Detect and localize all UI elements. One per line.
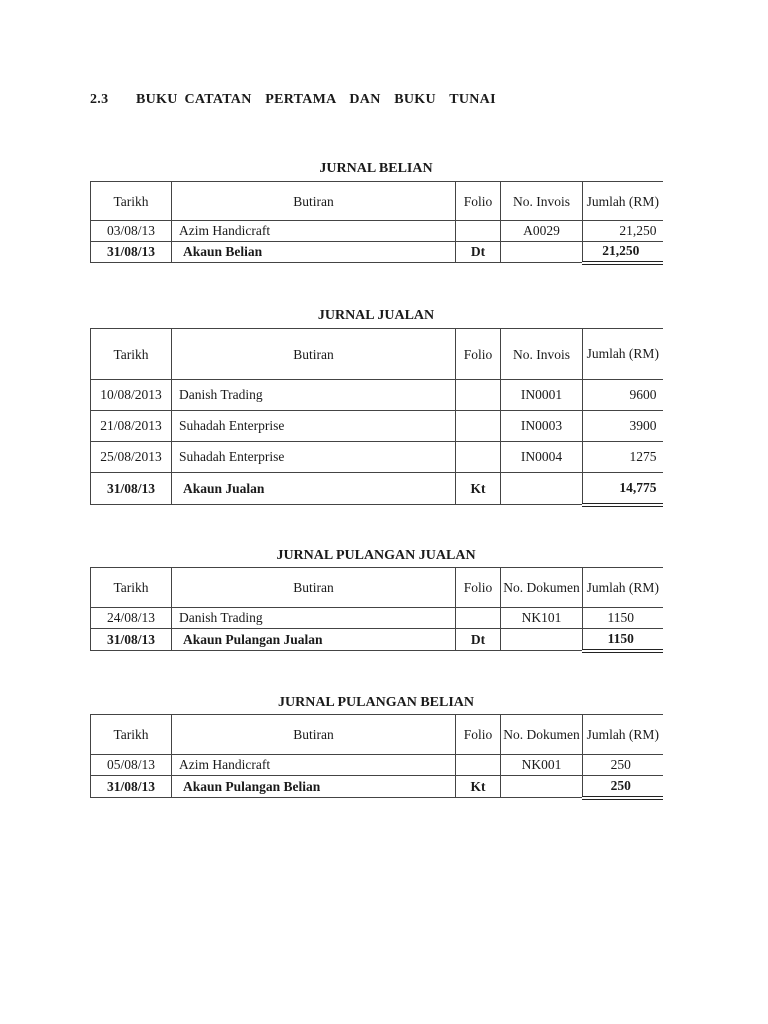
cell-folio [456,411,501,442]
total-folio: Kt [456,473,501,505]
header-amount: Jumlah (RM) [583,715,663,755]
cell-tarikh: 24/08/13 [91,608,172,629]
header-tarikh: Tarikh [91,715,172,755]
table-header-row [91,329,663,380]
cell-butiran: Azim Handicraft [172,221,456,242]
cell-amount: 9600 [583,380,663,411]
header-tarikh: Tarikh [91,568,172,608]
total-ref [501,629,583,651]
header-butiran: Butiran [172,568,456,608]
total-butiran: Akaun Pulangan Jualan [172,629,456,651]
total-ref [501,242,583,263]
journal-title-pulangan-belian: JURNAL PULANGAN BELIAN [277,695,475,710]
cell-amount: 21,250 [583,221,663,242]
header-ref: No. Dokumen [501,715,583,755]
header-folio: Folio [456,568,501,608]
table-row [91,442,663,473]
total-folio: Kt [456,776,501,798]
cell-amount: 250 [583,755,663,776]
table-row [91,221,663,242]
table-row [91,411,663,442]
journal-title-pulangan-jualan: JURNAL PULANGAN JUALAN [276,548,476,563]
total-row [91,242,663,263]
header-tarikh: Tarikh [91,182,172,221]
cell-amount: 1150 [583,608,663,629]
cell-folio [456,221,501,242]
journal-title-jualan: JURNAL JUALAN [317,308,435,323]
cell-ref: IN0001 [501,380,583,411]
header-ref: No. Invois [501,329,583,380]
total-ref [501,776,583,798]
table-row [91,380,663,411]
journal-table-pulangan-jualan [90,567,663,653]
total-ref [501,473,583,505]
total-tarikh: 31/08/13 [91,776,172,798]
header-folio: Folio [456,329,501,380]
total-tarikh: 31/08/13 [91,629,172,651]
section-number: 2.3 [90,92,109,107]
total-row [91,629,663,651]
header-ref: No. Invois [501,182,583,221]
table-header-row [91,568,663,608]
total-amount: 1150 [583,629,663,651]
journal-table-pulangan-belian [90,714,663,800]
cell-butiran: Danish Trading [172,608,456,629]
cell-tarikh: 25/08/2013 [91,442,172,473]
cell-amount: 3900 [583,411,663,442]
cell-folio [456,608,501,629]
cell-tarikh: 10/08/2013 [91,380,172,411]
table-header-row [91,715,663,755]
total-row [91,776,663,798]
journal-table-jualan [90,328,663,507]
cell-folio [456,380,501,411]
header-folio: Folio [456,715,501,755]
table-row [91,608,663,629]
cell-ref: NK001 [501,755,583,776]
header-amount: Jumlah (RM) [583,329,663,380]
cell-ref: IN0004 [501,442,583,473]
cell-butiran: Suhadah Enterprise [172,442,456,473]
total-butiran: Akaun Pulangan Belian [172,776,456,798]
total-tarikh: 31/08/13 [91,242,172,263]
total-tarikh: 31/08/13 [91,473,172,505]
cell-butiran: Suhadah Enterprise [172,411,456,442]
total-amount: 14,775 [583,473,663,505]
journal-title-belian: JURNAL BELIAN [319,161,433,176]
header-butiran: Butiran [172,329,456,380]
cell-butiran: Danish Trading [172,380,456,411]
table-row [91,755,663,776]
journal-table-belian [90,181,663,265]
total-butiran: Akaun Belian [172,242,456,263]
cell-tarikh: 03/08/13 [91,221,172,242]
section-title: BUKU CATATAN PERTAMA DAN BUKU TUNAI [136,92,496,107]
total-amount: 250 [583,776,663,798]
cell-ref: IN0003 [501,411,583,442]
header-butiran: Butiran [172,715,456,755]
total-folio: Dt [456,242,501,263]
cell-tarikh: 21/08/2013 [91,411,172,442]
cell-butiran: Azim Handicraft [172,755,456,776]
header-ref: No. Dokumen [501,568,583,608]
header-folio: Folio [456,182,501,221]
header-butiran: Butiran [172,182,456,221]
total-butiran: Akaun Jualan [172,473,456,505]
total-amount: 21,250 [583,242,663,263]
cell-amount: 1275 [583,442,663,473]
cell-folio [456,442,501,473]
section-heading [90,92,496,108]
cell-ref: A0029 [501,221,583,242]
cell-ref: NK101 [501,608,583,629]
cell-tarikh: 05/08/13 [91,755,172,776]
total-row [91,473,663,505]
header-amount: Jumlah (RM) [583,568,663,608]
total-folio: Dt [456,629,501,651]
cell-folio [456,755,501,776]
header-amount: Jumlah (RM) [583,182,663,221]
header-tarikh: Tarikh [91,329,172,380]
table-header-row [91,182,663,221]
